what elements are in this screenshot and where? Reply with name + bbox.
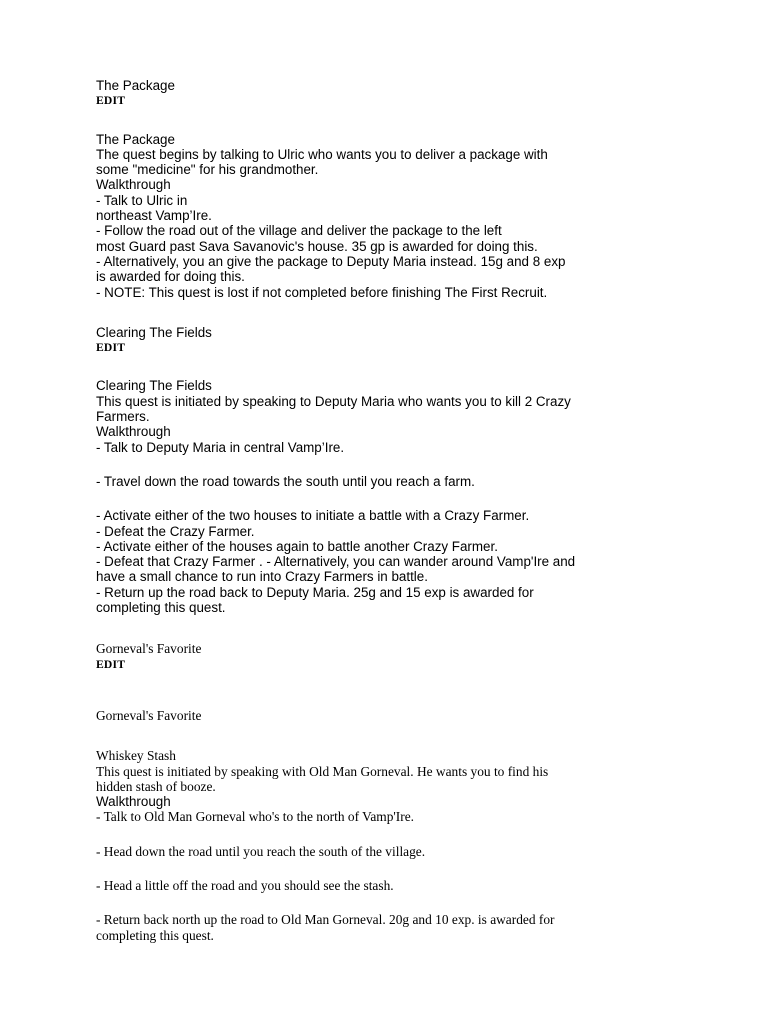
section-title: Clearing The Fields — [96, 378, 212, 394]
step-text: - Follow the road out of the village and deliver the package to the left — [96, 223, 502, 239]
walkthrough-label: Walkthrough — [96, 177, 171, 193]
step-text: most Guard past Sava Savanovic's house. 35 gp is awarded for doing this. — [96, 238, 538, 254]
step-text: completing this quest. — [96, 600, 226, 616]
step-text: - Head a little off the road and you should see the stash. — [96, 877, 394, 893]
step-text: - Return up the road back to Deputy Maria. 25g and 15 exp is awarded for — [96, 584, 534, 600]
intro-text: hidden stash of booze. — [96, 778, 216, 794]
walkthrough-label: Walkthrough — [96, 794, 171, 810]
step-text: have a small chance to run into Crazy Farmers in battle. — [96, 569, 428, 585]
step-text: - Talk to Old Man Gorneval who's to the north of Vamp'Ire. — [96, 809, 415, 825]
section-heading: Clearing The Fields — [96, 324, 212, 340]
intro-text: Farmers. — [96, 409, 150, 425]
intro-text: This quest is initiated by speaking to Deputy Maria who wants you to kill 2 Crazy — [96, 393, 571, 409]
section-subtitle: Whiskey Stash — [96, 748, 176, 764]
intro-text: some "medicine" for his grandmother. — [96, 162, 319, 178]
step-text: - Talk to Ulric in — [96, 192, 188, 208]
step-text: - Activate either of the houses again to battle another Crazy Farmer. — [96, 538, 498, 554]
step-text: is awarded for doing this. — [96, 269, 245, 285]
step-text: - NOTE: This quest is lost if not completed before finishing The First Recruit. — [96, 284, 548, 300]
step-text: - Talk to Deputy Maria in central Vamp’Ire. — [96, 439, 345, 455]
intro-text: This quest is initiated by speaking with Old Man Gorneval. He wants you to find his — [96, 763, 549, 779]
section-clearing-the-fields — [96, 325, 686, 615]
edit-link[interactable]: EDIT — [96, 341, 126, 355]
edit-link[interactable]: EDIT — [96, 94, 126, 108]
intro-text: The quest begins by talking to Ulric who wants you to deliver a package with — [96, 146, 548, 162]
step-text: completing this quest. — [96, 927, 214, 943]
walkthrough-label: Walkthrough — [96, 424, 171, 440]
step-text: northeast Vamp’Ire. — [96, 208, 212, 224]
step-text: - Activate either of the two houses to initiate a battle with a Crazy Farmer. — [96, 508, 530, 524]
document-page — [96, 78, 686, 943]
section-the-package — [96, 78, 686, 300]
step-text: - Travel down the road towards the south until you reach a farm. — [96, 473, 475, 489]
step-text: - Defeat that Crazy Farmer . - Alternatively, you can wander around Vamp'Ire and — [96, 554, 576, 570]
section-title: The Package — [96, 131, 175, 147]
section-gornevals-favorite — [96, 641, 686, 943]
step-text: - Return back north up the road to Old Man Gorneval. 20g and 10 exp. is awarded for — [96, 912, 555, 928]
step-text: - Alternatively, you an give the package to Deputy Maria instead. 15g and 8 exp — [96, 253, 566, 269]
section-heading: The Package — [96, 78, 175, 93]
step-text: - Head down the road until you reach the south of the village. — [96, 843, 426, 859]
edit-link[interactable]: EDIT — [96, 657, 126, 671]
step-text: - Defeat the Crazy Farmer. — [96, 523, 255, 539]
section-heading: Gorneval's Favorite — [96, 641, 202, 657]
section-title: Gorneval's Favorite — [96, 707, 202, 723]
